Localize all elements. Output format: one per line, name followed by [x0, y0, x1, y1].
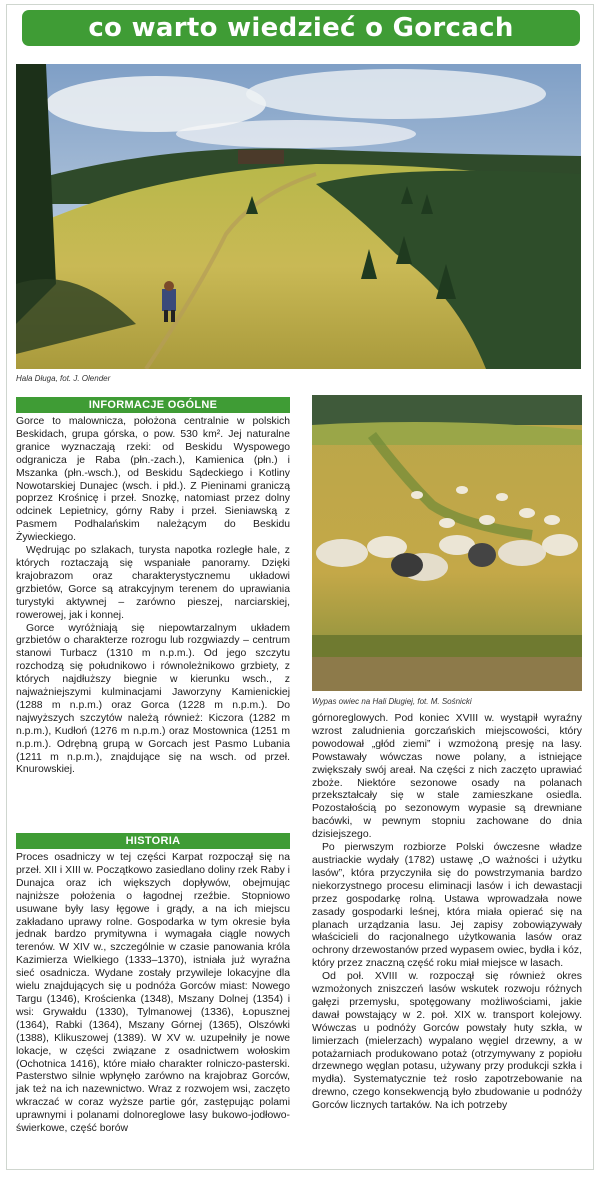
history-heading: HISTORIA — [16, 833, 290, 849]
history-paragraph: Proces osadniczy w tej części Karpat rozpoczął się na przeł. XII i XIII w. Początkowo zasiedlano doliny rzek Raby i Dunajca oraz ich większych dopływów, obejmując najniższe położenia o łagodnej rzeźbie. Stopniowo usuwane były lasy łęgowe i grądy, a na ich miejscu zakładano uprawy rolne. Gospodarka w tym okresie była jednak bardzo prymitywna i wymagała ciągle nowych terenów. W XIV w., szczególnie w czasie panowania króla Kazimierza Wielkiego (1333–1370), istniała już wyraźna sieć osadnicza. Wydane zostały przywileje lokacyjne dla wielu znajdujących się u podnóża Gorców miast: Nowego Targu (1346), Krościenka (1348), Mszany Dolnej (1354) i wsi: Grywałdu (1330), Tylmanowej (1336), Łopusznej (1364), Rabki (1364), Mszany Górnej (1365), Olszówki (1388), Klikuszowej (1389). W XV w. uzupełniły je nowe lokacje, w części związane z osadnictwem wołoskim (Ochotnica 1416), które miało charakter rolniczo-pasterski. Pasterstwo silnie wpłynęło zarówno na krajobraz Gorców, jak też na ich nazewnictwo. Wraz z rozwojem wsi, zaczęto wkraczać w coraz wyższe partie gór, zastępując polami uprawnymi i polanami dolnoreglowe lasy bukowo-jodłowo-świerkowe, część borów — [16, 852, 290, 1135]
history-paragraph: Po pierwszym rozbiorze Polski ówczesne władze austriackie wydały (1782) ustawę „O ważności i użytku lasów”, która przyczyniła się do powstrzymania bardzo niekorzystnego procesu eliminacji lasów i ich dewastacji przez gospodarkę rolną. Ustawa wprowadzała nowe zasady gospodarki leśnej, która miała opierać się na planach urządzania lasu. Jej zapisy zobowiązywały właścicieli do racjonalnego użytkowania lasów oraz ochrony drzewostanów przed wypasem owiec, bydła i kóz, który przez znaczną część roku miał miejsce w lasach. — [312, 842, 582, 970]
right-photo-caption: Wypas owiec na Hali Długiej, fot. M. Sośnicki — [312, 697, 472, 706]
history-text — [16, 852, 290, 1136]
page-title: co warto wiedzieć o Gorcach — [88, 13, 514, 43]
top-photo-caption: Hala Długa, fot. J. Olender — [16, 374, 111, 383]
info-paragraph: Wędrując po szlakach, turysta napotka rozległe hale, z których roztaczają się wspaniałe panoramy. Dzięki krajobrazom oraz charakterystycznemu układowi grzbietów, Gorce są atrakcyjnym terenem do uprawiania turystyki aktywnej – zarówno pieszej, narciarskiej, rowerowej, jak i konnej. — [16, 545, 290, 621]
info-heading: INFORMACJE OGÓLNE — [16, 397, 290, 413]
info-text — [16, 416, 290, 777]
info-paragraph: Gorce to malownicza, położona centralnie w polskich Beskidach, grupa górska, o pow. 530 km². Jej naturalne granice wyznaczają rzeki: od Beskidu Wyspowego odgranicza je Raba (płn.-zach.), Kamienica (płn.) i Mszanka (płn.-wsch.), od Beskidu Sądeckiego i Kotliny Nowotarskiej Dunajec (wsch. i płd.). Z Pieninami graniczą poprzez Krośnicę i przeł. Snozkę, natomiast przez dolny odcinek Lepietnicy, górny Raby i przeł. Sieniawską z Pasmem Podhalańskim należącym do Beskidu Żywieckiego. — [16, 416, 290, 544]
history-paragraph: górnoreglowych. Pod koniec XVIII w. wystąpił wyraźny wzrost zaludnienia gorczańskich miejscowości, który powodował „głód ziemi” i wzmożoną presję na lasy. Powstawały wówczas nowe polany, a istniejące zwiększały swój areał. Na części z nich zaczęto uprawiać zboże. Niektóre sezonowe osady na polanach przekształcały się w stale zamieszkane osiedla. Pozostałością po sezonowym wypasie są drewniane bacówki, w pewnym stopniu zachowane do dnia dzisiejszego. — [312, 713, 582, 841]
sheep-grazing-photo — [312, 395, 582, 691]
hala-dluga-photo — [16, 64, 581, 369]
info-paragraph: Gorce wyróżniają się niepowtarzalnym układem grzbietów o charakterze rozrogu lub rozgwiazdy – centrum stanowi Turbacz (1310 m n.p.m.). Od jego szczytu rozchodzą się południkowo i równoleżnikowo grzbiety, z których najdłuższy biegnie w kierunku wsch., z najważniejszymi kulminacjami Jaworzyny Kamienickiej (1288 m n.p.m.) oraz Gorca (1228 m n.p.m.). Do najwyższych szczytów należą również: Kiczora (1282 m n.p.m.), Kudłoń (1276 m n.p.m.) oraz Mostownica (1251 m n.p.m.). Odrębną grupą w Gorcach jest Pasmo Lubania (1211 m n.p.m.), znajdujące się na wsch. od przeł. Knurowskiej. — [16, 622, 290, 776]
history-paragraph: Od poł. XVIII w. rozpoczął się również okres wzmożonych zniszczeń lasów wskutek rozwoju różnych gałęzi przemysłu, spotęgowany możliwościami, jakie dawał powstający w 2. poł. XIX w. transport kolejowy. Wówczas u podnóży Gorców powstały huty szkła, w limierzach (mielerzach) wypalano węgiel drzewny, a w potażarniach produkowano potaż (otrzymywany z popiołu drzewnego węglan potasu, używany przy produkcji szkła i mydła). Systematycznie też rosło zapotrzebowanie na drewno, czego konsekwencją było zbudowanie u podnóży Gorców licznych tartaków. Na ich potrzeby — [312, 971, 582, 1112]
title-banner — [22, 10, 580, 46]
right-column-text — [312, 713, 582, 1113]
